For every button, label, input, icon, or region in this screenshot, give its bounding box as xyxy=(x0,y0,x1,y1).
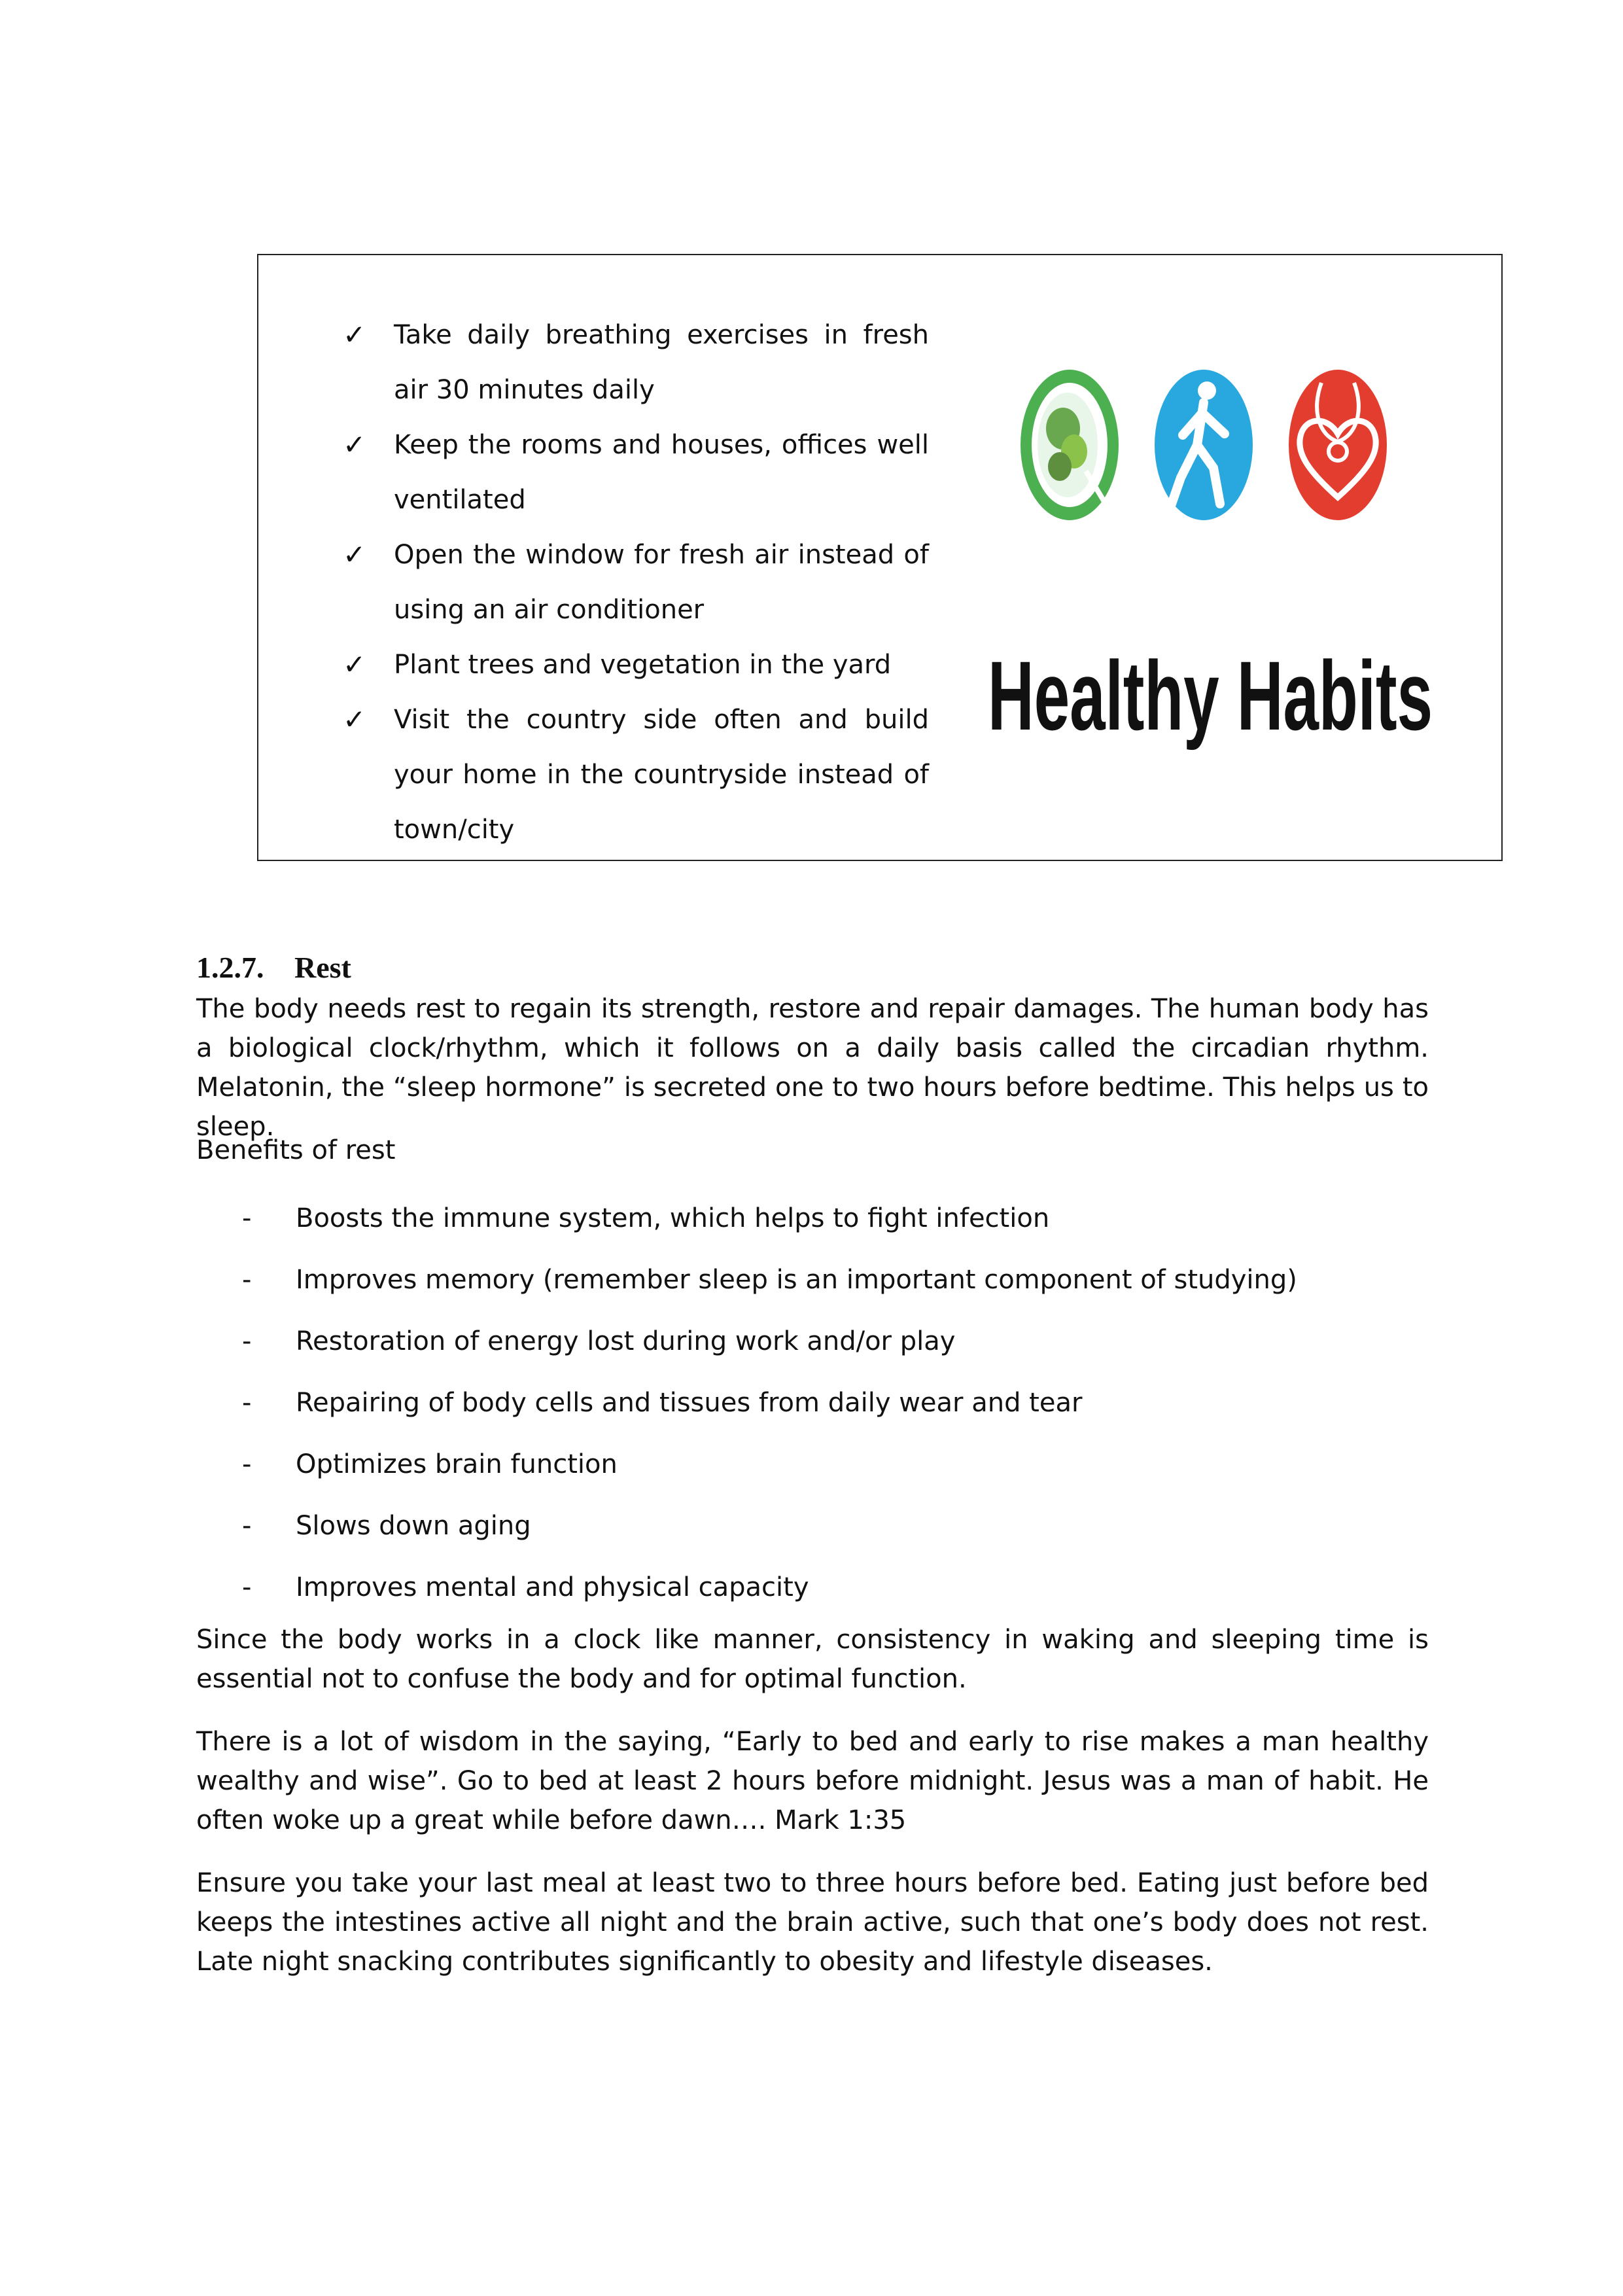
wisdom-paragraph: There is a lot of wisdom in the saying, “Early to bed and early to rise makes a man healthy wealthy and wise”. Go to bed at least 2 hours before midnight. Jesus was a man of habit. He often woke up a great while before dawn…. Mark 1:35 xyxy=(196,1727,1429,1835)
section-number: 1.2.7. xyxy=(196,951,264,984)
dash-bullet: - xyxy=(242,1203,252,1233)
list-item xyxy=(242,1372,1420,1434)
dash-bullet: - xyxy=(242,1326,252,1356)
list-item-text: Keep the rooms and houses, offices well ventilated xyxy=(394,430,929,515)
list-item-text: Repairing of body cells and tissues from daily wear and tear xyxy=(296,1388,1083,1418)
list-item-text: Boosts the immune system, which helps to fight infection xyxy=(296,1203,1050,1233)
list-item-text: Restoration of energy lost during work and/or play xyxy=(296,1326,956,1356)
list-item xyxy=(242,1188,1420,1249)
healthy-habits-title: Healthy Habits xyxy=(988,641,1433,751)
list-item xyxy=(242,1311,1420,1372)
list-item xyxy=(242,1495,1420,1557)
section-title: Rest xyxy=(294,951,351,984)
list-item-text: Improves memory (remember sleep is an important component of studying) xyxy=(296,1265,1297,1295)
list-item-text: Take daily breathing exercises in fresh air 30 minutes daily xyxy=(394,320,929,405)
dash-bullet: - xyxy=(242,1388,252,1418)
checkmark-icon: ✓ xyxy=(343,319,366,351)
walking-person-icon xyxy=(1155,370,1253,520)
list-item xyxy=(340,417,929,527)
list-item xyxy=(242,1434,1420,1495)
meal-paragraph: Ensure you take your last meal at least two to three hours before bed. Eating just before bed keeps the intestines active all night and the brain active, such that one’s body does not rest. Late night snacking contributes significantly to obesity and lifestyle diseases. xyxy=(196,1868,1429,1977)
list-item-text: Slows down aging xyxy=(296,1511,531,1541)
clock-paragraph: Since the body works in a clock like manner, consistency in waking and sleeping time is essential not to confuse the body and for optimal function. xyxy=(196,1625,1429,1694)
list-item-text: Optimizes brain function xyxy=(296,1449,618,1479)
list-item xyxy=(340,527,929,637)
dash-bullet: - xyxy=(242,1449,252,1479)
benefits-list xyxy=(242,1188,1420,1618)
list-item xyxy=(242,1249,1420,1311)
list-item-text: Visit the country side often and build your home in the countryside instead of town/city xyxy=(394,705,929,845)
list-item xyxy=(242,1557,1420,1618)
intro-paragraph: The body needs rest to regain its strength, restore and repair damages. The human body has a biological clock/rhythm, which it follows on a daily basis called the circadian rhythm. Melatonin, the “sleep hormone” is secreted one to two hours before bedtime. This helps us to sleep. xyxy=(196,994,1429,1142)
food-plate-icon xyxy=(1021,370,1119,520)
list-item-text: Open the window for fresh air instead of using an air conditioner xyxy=(394,540,929,625)
list-item xyxy=(340,637,929,692)
checkmark-icon: ✓ xyxy=(343,648,366,680)
dash-bullet: - xyxy=(242,1511,252,1541)
list-item xyxy=(340,308,929,417)
healthy-habits-image xyxy=(981,337,1439,782)
fresh-air-checklist xyxy=(340,308,929,857)
checkmark-icon: ✓ xyxy=(343,539,366,571)
heart-stethoscope-icon xyxy=(1289,370,1387,520)
dash-bullet: - xyxy=(242,1572,252,1602)
dash-bullet: - xyxy=(242,1265,252,1295)
list-item-text: Improves mental and physical capacity xyxy=(296,1572,809,1602)
checkmark-icon: ✓ xyxy=(343,703,366,735)
list-item xyxy=(340,692,929,857)
benefits-heading: Benefits of rest xyxy=(196,1135,396,1165)
list-item-text: Plant trees and vegetation in the yard xyxy=(394,650,892,680)
checkmark-icon: ✓ xyxy=(343,429,366,461)
section-heading xyxy=(196,950,351,985)
